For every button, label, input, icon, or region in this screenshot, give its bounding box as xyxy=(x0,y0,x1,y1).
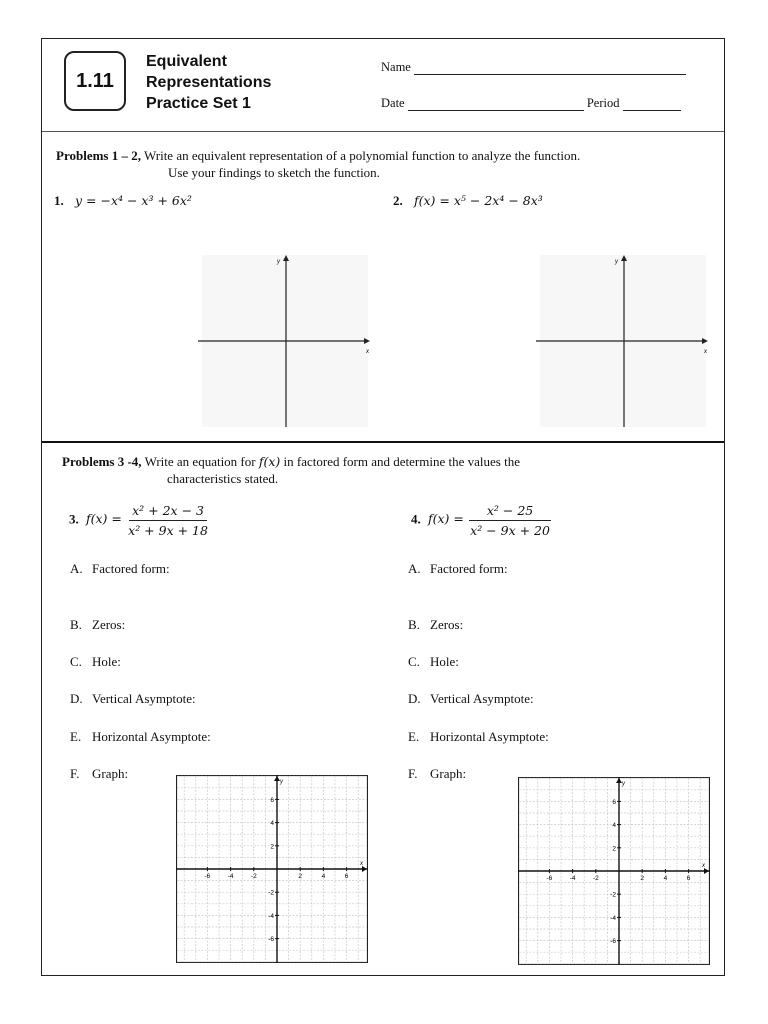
problem-2 xyxy=(393,192,543,209)
p3-item-d: D. Vertical Asymptote: xyxy=(70,691,196,706)
problem-4-fraction xyxy=(467,502,553,539)
grid-x-tick-label: 6 xyxy=(686,875,691,882)
date-label: Date xyxy=(381,96,405,110)
grid-x-tick-label: 2 xyxy=(640,875,645,882)
section2-instruction-line1a: Write an equation for xyxy=(141,454,259,469)
section2-instruction-line1b: in factored form and determine the values the xyxy=(280,454,520,469)
grid-x-tick-label: -2 xyxy=(592,875,599,882)
grid-y-tick-label: -4 xyxy=(268,912,274,920)
graph-grid-problem-3[interactable] xyxy=(176,775,368,963)
date-field[interactable] xyxy=(381,96,681,111)
grid-y-tick-label: 2 xyxy=(270,843,274,851)
grid-x-tick-label: 6 xyxy=(344,873,349,880)
p4-item-b: B. Zeros: xyxy=(408,617,464,632)
grid-y-tick-label: -2 xyxy=(268,889,274,897)
grid-y-tick-label: 4 xyxy=(270,820,274,828)
grid-x-tick-label: 4 xyxy=(663,875,668,882)
date-blank[interactable] xyxy=(408,97,584,111)
grid-x-tick-label: -6 xyxy=(204,873,211,880)
grid-x-tick-label: -4 xyxy=(569,875,576,882)
p4-item-e: E. Horizontal Asymptote: xyxy=(408,729,549,744)
section2-instruction-line2: characteristics stated. xyxy=(167,471,279,486)
sketch-2-y-label: y xyxy=(615,259,618,265)
grid-y-tick-label: -2 xyxy=(610,891,616,899)
grid-y-tick-label: -6 xyxy=(268,936,274,944)
grid-x-tick-label: 4 xyxy=(321,873,326,880)
grid-y-tick-label: 2 xyxy=(612,845,616,853)
grid-x-tick-label: -2 xyxy=(250,873,257,880)
problem-3-lhs: f(x) = xyxy=(86,511,122,527)
problem-4-lhs: f(x) = xyxy=(428,511,464,527)
problem-4-denominator: x² − 9x + 20 xyxy=(470,523,550,538)
section2-instructions xyxy=(62,453,712,487)
name-label: Name xyxy=(381,60,411,74)
grid-x-tick-label: -6 xyxy=(546,875,553,882)
sketch-axes-1[interactable] xyxy=(198,253,374,429)
p4-item-a: A. Factored form: xyxy=(408,561,508,576)
problem-1-equation: y = −x⁴ − x³ + 6x² xyxy=(75,193,192,208)
sketch-axes-2[interactable] xyxy=(536,253,712,429)
problem-1-number: 1. xyxy=(54,193,64,208)
grid-y-tick-label: 6 xyxy=(270,796,274,804)
problem-3-denominator: x² + 9x + 18 xyxy=(128,523,208,538)
p4-item-d: D. Vertical Asymptote: xyxy=(408,691,534,706)
problem-3-number: 3. xyxy=(69,511,79,527)
problem-3 xyxy=(69,502,211,539)
section1-instruction-line2: Use your findings to sketch the function. xyxy=(168,165,380,180)
title-line-1: Equivalent xyxy=(146,53,227,70)
grid-y-tick-label: 4 xyxy=(612,822,616,830)
sketch-1-x-label: x xyxy=(366,349,369,355)
grid-y-tick-label: 6 xyxy=(612,798,616,806)
p3-item-e: E. Horizontal Asymptote: xyxy=(70,729,211,744)
section1-instruction-line1: Write an equivalent representation of a polynomial function to analyze the function. xyxy=(140,148,581,163)
section-divider xyxy=(42,441,724,443)
title-line-2: Representations xyxy=(146,74,272,91)
p3-item-b: B. Zeros: xyxy=(70,617,126,632)
grid-x-tick-label: -4 xyxy=(227,873,234,880)
section1-instructions xyxy=(56,147,716,181)
grid-x-label: x xyxy=(360,861,363,867)
grid-x-tick-label: 2 xyxy=(298,873,303,880)
problem-1 xyxy=(54,192,192,209)
problem-2-number: 2. xyxy=(393,193,403,208)
problem-3-numerator: x² + 2x − 3 xyxy=(129,502,207,521)
grid-y-tick-label: -4 xyxy=(610,914,616,922)
header-divider xyxy=(42,131,724,132)
worksheet-title xyxy=(146,51,271,114)
graph-grid-problem-4[interactable] xyxy=(518,777,710,965)
name-field[interactable] xyxy=(381,60,686,75)
problem-4-numerator: x² − 25 xyxy=(469,502,551,521)
problem-2-equation: f(x) = x⁵ − 2x⁴ − 8x³ xyxy=(414,193,543,208)
section1-heading: Problems 1 – 2, xyxy=(56,148,141,163)
grid-x-label: x xyxy=(702,863,705,869)
p3-item-a: A. Factored form: xyxy=(70,561,170,576)
p3-item-c: C. Hole: xyxy=(70,654,121,669)
p4-item-f: F. Graph: xyxy=(408,766,467,781)
p3-item-f: F. Graph: xyxy=(70,766,129,781)
problem-3-fraction xyxy=(125,502,211,539)
problem-4-number: 4. xyxy=(411,511,421,527)
lesson-number: 1.11 xyxy=(76,69,114,92)
grid-y-label: y xyxy=(622,781,625,787)
title-line-3: Practice Set 1 xyxy=(146,95,251,112)
period-label: Period xyxy=(586,96,620,110)
name-blank[interactable] xyxy=(414,61,686,75)
section2-heading: Problems 3 -4, xyxy=(62,454,142,469)
lesson-number-box xyxy=(64,51,126,111)
section2-instruction-fx: f(x) xyxy=(258,454,281,469)
p4-item-c: C. Hole: xyxy=(408,654,459,669)
sketch-1-y-label: y xyxy=(277,259,280,265)
worksheet-frame xyxy=(41,38,725,976)
period-blank[interactable] xyxy=(623,97,681,111)
sketch-2-x-label: x xyxy=(704,349,707,355)
grid-y-tick-label: -6 xyxy=(610,938,616,946)
grid-y-label: y xyxy=(280,779,283,785)
problem-4 xyxy=(411,502,553,539)
